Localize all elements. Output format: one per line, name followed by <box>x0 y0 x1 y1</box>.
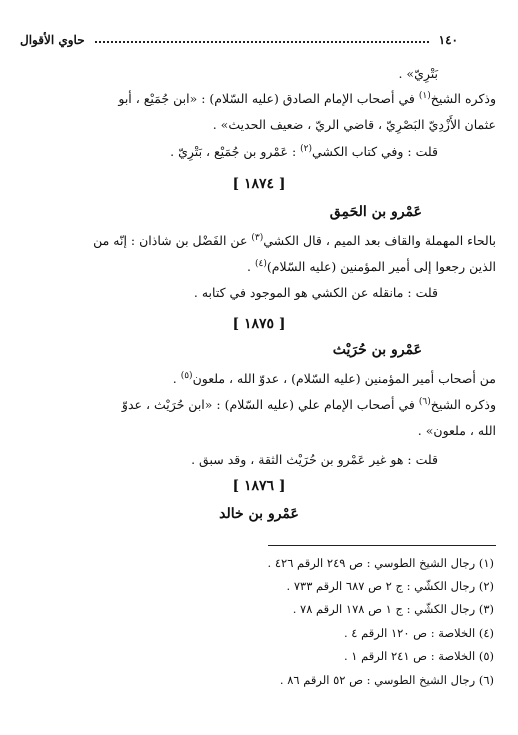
text-line: الله ، ملعون» . <box>417 423 496 438</box>
entry-name: عَمْرو بن خالد <box>219 506 299 522</box>
footnote: (٣) رجال الكشّي : ج ١ ص ١٧٨ الرقم ٧٨ . <box>292 602 494 616</box>
text-line: قلت : هو غير عَمْرو بن حُرَيْث الثقة ، وقد سبق . <box>191 452 438 467</box>
text-line: وذكره الشيخ$^{(٦)}$ في أصحاب الإمام علي (عليه السّلام) : «ابن حُرَيْث ، عدوّ <box>121 397 496 413</box>
footnote-ref: (٤) <box>255 259 267 269</box>
text-line: عثمان الأَزْدِيّ البَصْرِيّ ، قاضي الريّ ، ضعيف الحديث» . <box>212 117 496 132</box>
header-dotted-leader <box>95 41 429 43</box>
footnote: (٦) رجال الشيخ الطوسي : ص ٥٢ الرقم ٨٦ . <box>279 673 494 687</box>
footnote: (١) رجال الشيخ الطوسي : ص ٢٤٩ الرقم ٤٢٦ . <box>267 556 494 570</box>
text-line: قلت : وفي كتاب الكشي$^{(٢)}$ : عَمْرو بن جُمَيْع ، بَتْرِيّ . <box>170 144 438 160</box>
footnote: (٤) الخلاصة : ص ١٢٠ الرقم ٤ . <box>343 626 494 640</box>
footnote: (٢) رجال الكشّي : ج ٢ ص ٦٨٧ الرقم ٧٣٣ . <box>286 579 494 593</box>
footnote-ref: (٦) <box>418 397 431 407</box>
page-number: ١٤٠ <box>438 33 458 47</box>
footnote: (٥) الخلاصة : ص ٢٤١ الرقم ١ . <box>343 649 494 663</box>
text-line: وذكره الشيخ$^{(١)}$ في أصحاب الإمام الصادق (عليه السّلام) : «ابن جُمَيْع ، أبو <box>118 91 496 107</box>
book-title: حاوي الأقوال <box>20 33 85 47</box>
entry-number: [ ١٨٧٥ ] <box>232 316 286 332</box>
entry-number: [ ١٨٧٤ ] <box>232 176 286 192</box>
text-line: بالحاء المهملة والقاف بعد الميم ، قال الكشي$^{(٣)}$ عن الفَضْل بن شاذان : إنّه من <box>93 233 496 249</box>
text-line: الذين رجعوا إلى أمير المؤمنين (عليه السّلام)$^{(٤)}$ . <box>247 259 496 275</box>
entry-number: [ ١٨٧٦ ] <box>232 478 286 494</box>
text-line: من أصحاب أمير المؤمنين (عليه السّلام) ، عدوّ الله ، ملعون$^{(٥)}$ . <box>172 371 496 387</box>
running-header <box>20 30 458 50</box>
footnote-ref: (٥) <box>180 371 193 381</box>
text-line: بَتْرِيّ» . <box>398 66 438 81</box>
entry-name: عَمْرو بن حُرَيْث <box>332 342 422 358</box>
entry-name: عَمْرو بن الحَمِق <box>329 204 422 220</box>
text-line: قلت : مانقله عن الكشي هو الموجود في كتابه . <box>193 285 438 300</box>
footnote-ref: (٢) <box>300 144 313 154</box>
footnote-ref: (٣) <box>251 233 264 243</box>
footnote-separator <box>268 545 496 546</box>
footnote-ref: (١) <box>418 91 431 101</box>
